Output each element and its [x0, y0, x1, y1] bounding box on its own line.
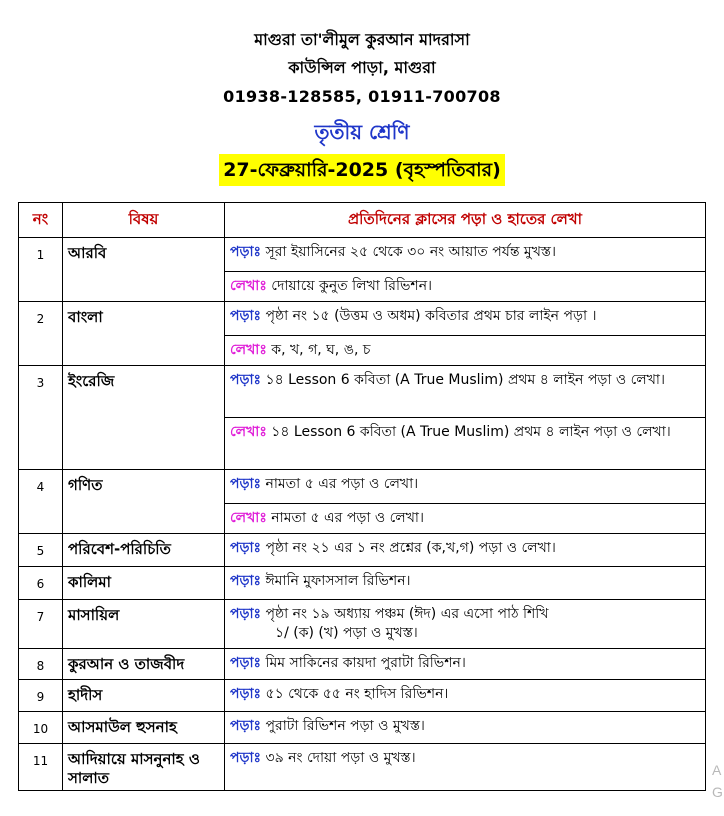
table-row [19, 470, 706, 504]
reading-task [225, 238, 706, 272]
reading-task [225, 302, 706, 336]
reading-task [225, 366, 706, 418]
writing-label: লেখাঃ [230, 510, 267, 526]
writing-task [225, 504, 706, 534]
reading-task [225, 567, 706, 600]
reading-label: পড়াঃ [230, 750, 262, 766]
subject-name: হাদীস [63, 680, 225, 712]
writing-label: লেখাঃ [230, 424, 267, 440]
subject-name: আসমাউল হুসনাহ [63, 712, 225, 744]
row-number: 7 [19, 600, 63, 649]
reading-label: পড়াঃ [230, 308, 262, 324]
reading-text: পুরাটা রিভিশন পড়া ও মুখস্ত। [265, 718, 425, 734]
row-number: 6 [19, 567, 63, 600]
watermark-char: G [712, 784, 723, 800]
writing-label: লেখাঃ [230, 342, 267, 358]
class-title: তৃতীয় শ্রেণি [314, 120, 410, 144]
subject-name: আরবি [63, 238, 225, 302]
reading-label: পড়াঃ [230, 573, 262, 589]
reading-label: পড়াঃ [230, 686, 262, 702]
subject-name: ইংরেজি [63, 366, 225, 470]
reading-task [225, 680, 706, 712]
row-number: 1 [19, 238, 63, 302]
subject-name: পরিবেশ-পরিচিতি [63, 534, 225, 567]
reading-text: সূরা ইয়াসিনের ২৫ থেকে ৩০ নং আয়াত পর্যন্ত মুখস্ত। [265, 244, 556, 260]
reading-task [225, 600, 706, 649]
institution-address: কাউন্সিল পাড়া, মাগুরা [288, 58, 436, 77]
reading-label: পড়াঃ [230, 476, 262, 492]
table-row [19, 534, 706, 567]
writing-text: নামতা ৫ এর পড়া ও লেখা। [271, 510, 424, 526]
watermark-char: A [712, 762, 722, 778]
reading-label: পড়াঃ [230, 244, 262, 260]
row-number: 3 [19, 366, 63, 470]
table-row [19, 366, 706, 418]
header-tasks: প্রতিদিনের ক্লাসের পড়া ও হাতের লেখা [225, 203, 706, 238]
subject-name: মাসায়িল [63, 600, 225, 649]
writing-task [225, 418, 706, 470]
row-number: 8 [19, 649, 63, 680]
reading-label: পড়াঃ [230, 655, 262, 671]
subject-name: গণিত [63, 470, 225, 534]
institution-name: মাগুরা তা'লীমুল কুরআন মাদরাসা [254, 30, 470, 49]
header-no: নং [19, 203, 63, 238]
table-row [19, 238, 706, 272]
table-row [19, 567, 706, 600]
table-header-row [19, 203, 706, 238]
writing-task [225, 272, 706, 302]
table-row [19, 712, 706, 744]
subject-name: বাংলা [63, 302, 225, 366]
reading-label: পড়াঃ [230, 606, 262, 622]
reading-text: মিম সাকিনের কায়দা পুরাটা রিভিশন। [265, 655, 466, 671]
reading-text: ৩৯ নং দোয়া পড়া ও মুখস্ত। [265, 750, 416, 766]
date-label: 27-ফেব্রুয়ারি-2025 (বৃহস্পতিবার) [219, 154, 505, 186]
subject-name: কুরআন ও তাজবীদ [63, 649, 225, 680]
writing-task [225, 336, 706, 366]
table-row [19, 649, 706, 680]
reading-text: ১৪ Lesson 6 কবিতা (A True Muslim) প্রথম ৪ লাইন পড়া ও লেখা। [265, 372, 665, 388]
reading-task [225, 534, 706, 567]
reading-text: পৃষ্ঠা নং ১৫ (উত্তম ও অধম) কবিতার প্রথম চার লাইন পড়া । [265, 308, 597, 324]
reading-label: পড়াঃ [230, 372, 262, 388]
row-number: 9 [19, 680, 63, 712]
row-number: 10 [19, 712, 63, 744]
reading-text: ৫১ থেকে ৫৫ নং হাদিস রিভিশন। [265, 686, 449, 702]
row-number: 4 [19, 470, 63, 534]
table-row [19, 600, 706, 649]
contact-phones: 01938-128585, 01911-700708 [223, 87, 501, 106]
subject-name: কালিমা [63, 567, 225, 600]
reading-text: পৃষ্ঠা নং ১৯ অধ্যায় পঞ্চম (ঈদ) এর এসো পাঠ শিখি [265, 606, 549, 622]
reading-label: পড়াঃ [230, 540, 262, 556]
writing-text: দোয়ায়ে কুনুত লিখা রিভিশন। [271, 278, 433, 294]
reading-text: পৃষ্ঠা নং ২১ এর ১ নং প্রশ্নের (ক,খ,গ) পড়া ও লেখা। [265, 540, 556, 556]
reading-task [225, 470, 706, 504]
reading-text-continued: ১/ (ক) (খ) পড়া ও মুখস্ত। [275, 625, 418, 641]
reading-label: পড়াঃ [230, 718, 262, 734]
writing-label: লেখাঃ [230, 278, 267, 294]
table-row [19, 680, 706, 712]
table-body [19, 238, 706, 791]
subject-name: আদিয়ায়ে মাসনুনাহ ও সালাত [63, 744, 225, 791]
reading-text: ঈমানি মুফাসসাল রিভিশন। [265, 573, 411, 589]
homework-table [18, 202, 706, 791]
writing-text: ১৪ Lesson 6 কবিতা (A True Muslim) প্রথম ৪ লাইন পড়া ও লেখা। [271, 424, 671, 440]
row-number: 2 [19, 302, 63, 366]
table-row [19, 744, 706, 791]
reading-text: নামতা ৫ এর পড়া ও লেখা। [265, 476, 419, 492]
row-number: 5 [19, 534, 63, 567]
reading-task [225, 649, 706, 680]
reading-task [225, 744, 706, 791]
reading-task [225, 712, 706, 744]
row-number: 11 [19, 744, 63, 791]
date-container [0, 154, 724, 186]
writing-text: ক, খ, গ, ঘ, ঙ, চ [271, 342, 371, 358]
header-subject: বিষয় [63, 203, 225, 238]
table-row [19, 302, 706, 336]
